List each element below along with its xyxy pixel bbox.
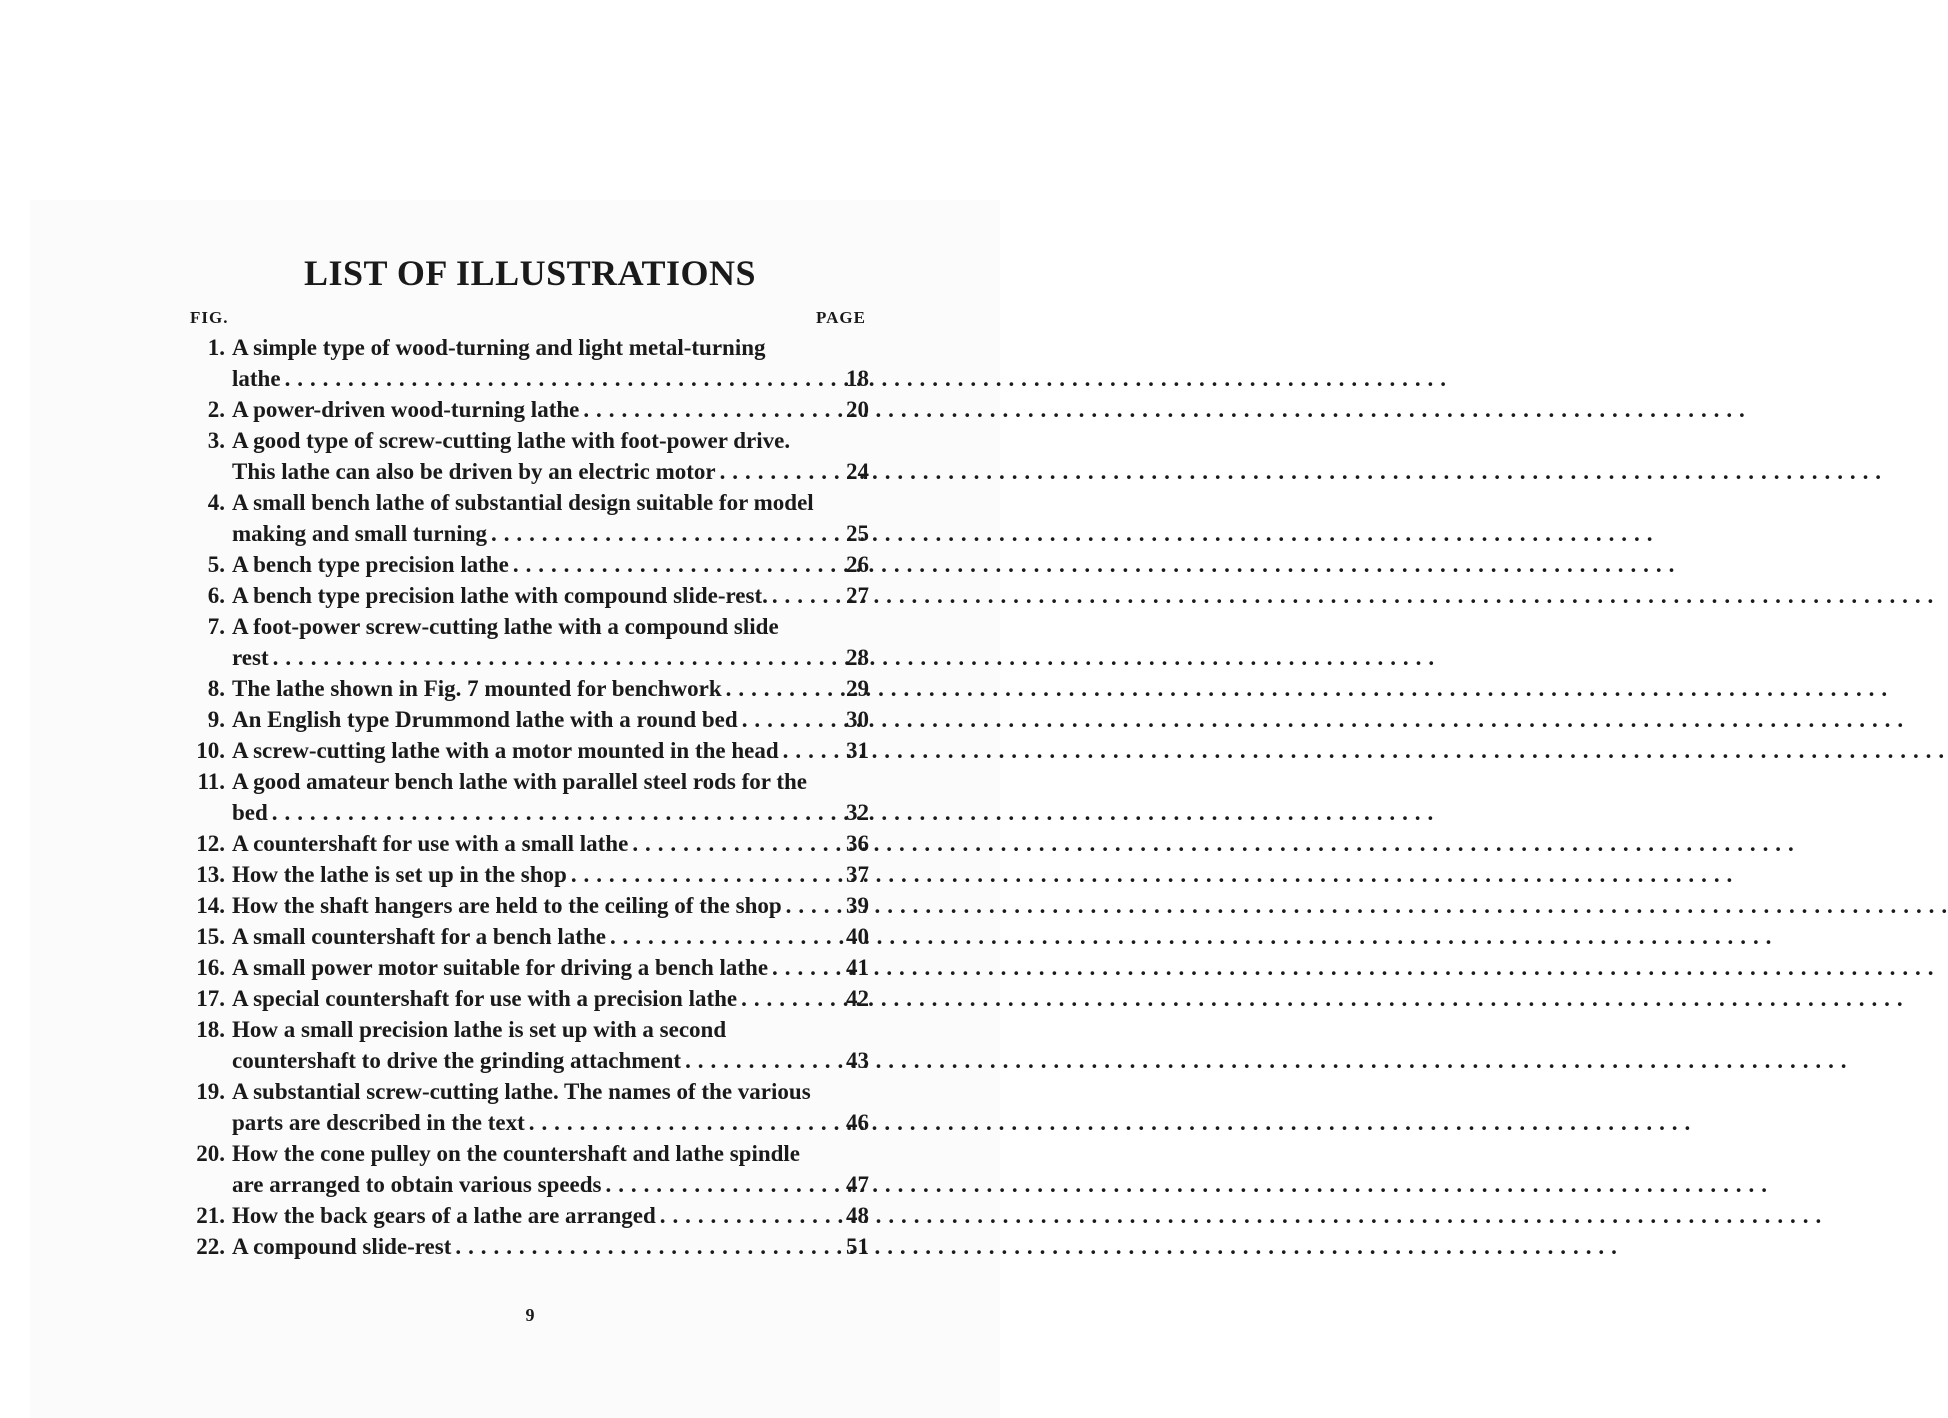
figure-number: 8.	[207, 676, 225, 701]
caption-text	[232, 890, 846, 921]
figure-number: 19.	[196, 1079, 225, 1104]
page-ref: 30	[846, 707, 869, 732]
caption-text	[232, 921, 846, 952]
figure-caption	[232, 952, 846, 983]
figure-number: 21.	[196, 1203, 225, 1228]
figure-caption	[232, 828, 846, 859]
caption-text	[232, 828, 846, 859]
list-item	[0, 1200, 1000, 1231]
page-title: LIST OF ILLUSTRATIONS	[304, 253, 756, 293]
figure-caption	[232, 859, 846, 890]
page-ref: 39	[846, 893, 869, 918]
caption-text-content: A special countershaft for use with a precision lathe	[232, 986, 741, 1011]
list-item	[0, 890, 1000, 921]
caption-text	[232, 394, 846, 425]
figure-caption	[232, 1200, 846, 1231]
page-ref: 43	[846, 1048, 869, 1073]
figure-caption	[232, 611, 846, 673]
page-ref: 28	[846, 645, 869, 670]
list-item	[0, 828, 1000, 859]
list-item	[0, 704, 1000, 735]
figure-number: 16.	[196, 955, 225, 980]
list-item	[0, 859, 1000, 890]
list-item	[0, 766, 1000, 828]
figure-caption	[232, 394, 846, 425]
figure-caption	[232, 1138, 846, 1200]
caption-text: A simple type of wood-turning and light metal-turning	[232, 335, 766, 360]
caption-text-content: A power-driven wood-turning lathe	[232, 397, 583, 422]
page-ref: 41	[846, 955, 869, 980]
caption-text-content: making and small turning	[232, 521, 491, 546]
caption-text-content: countershaft to drive the grinding attachment	[232, 1048, 685, 1073]
caption-text-content: A screw-cutting lathe with a motor mounted in the head	[232, 738, 783, 763]
figure-caption	[232, 1076, 846, 1138]
figure-number: 11.	[197, 769, 225, 794]
column-header-page: PAGE	[816, 308, 866, 327]
figure-caption	[232, 1014, 846, 1076]
caption-text-last-line	[232, 797, 846, 828]
figure-number: 22.	[196, 1234, 225, 1259]
caption-text: A good amateur bench lathe with parallel steel rods for the	[232, 769, 807, 794]
page-ref: 46	[846, 1110, 869, 1135]
caption-text-content: rest	[232, 645, 273, 670]
page-ref: 40	[846, 924, 869, 949]
list-item	[0, 487, 1000, 549]
figure-caption	[232, 549, 846, 580]
page-ref: 26	[846, 552, 869, 577]
figure-number: 10.	[196, 738, 225, 763]
caption-text-content: parts are described in the text	[232, 1110, 529, 1135]
caption-text-content: A bench type precision lathe with compound slide-rest.	[232, 583, 772, 608]
caption-text: A foot-power screw-cutting lathe with a compound slide	[232, 614, 779, 639]
caption-text-content: An English type Drummond lathe with a round bed	[232, 707, 742, 732]
figure-caption	[232, 735, 846, 766]
caption-text: A small bench lathe of substantial design suitable for model	[232, 490, 814, 515]
caption-text-last-line	[232, 642, 846, 673]
list-item	[0, 549, 1000, 580]
caption-text-last-line	[232, 1107, 846, 1138]
caption-text-content: A small power motor suitable for driving a bench lathe	[232, 955, 772, 980]
list-item	[0, 1014, 1000, 1076]
figure-number: 15.	[196, 924, 225, 949]
page-ref: 20	[846, 397, 869, 422]
figure-caption	[232, 332, 846, 394]
page-number: 9	[525, 1305, 535, 1325]
figure-caption	[232, 921, 846, 952]
figure-caption	[232, 487, 846, 549]
caption-text: A good type of screw-cutting lathe with foot-power drive.	[232, 428, 791, 453]
list-item	[0, 425, 1000, 487]
figure-number: 18.	[196, 1017, 225, 1042]
list-item	[0, 735, 1000, 766]
caption-text: How the cone pulley on the countershaft and lathe spindle	[232, 1141, 801, 1166]
caption-text-content: The lathe shown in Fig. 7 mounted for benchwork	[232, 676, 726, 701]
caption-text	[232, 983, 846, 1014]
page-ref: 25	[846, 521, 869, 546]
caption-text-content: A compound slide-rest	[232, 1234, 455, 1259]
figure-number: 3.	[207, 428, 225, 453]
list-item	[0, 1076, 1000, 1138]
page-ref: 32	[846, 800, 869, 825]
caption-text	[232, 580, 846, 611]
caption-text-last-line	[232, 456, 846, 487]
figure-number: 2.	[207, 397, 225, 422]
list-item	[0, 921, 1000, 952]
figure-caption	[232, 890, 846, 921]
illustrations-list	[0, 332, 1000, 1262]
figure-number: 1.	[207, 335, 225, 360]
list-item	[0, 332, 1000, 394]
figure-number: 4.	[207, 490, 225, 515]
caption-text-last-line	[232, 518, 846, 549]
caption-text	[232, 735, 846, 766]
column-header-fig: FIG.	[190, 308, 229, 327]
caption-text-content: This lathe can also be driven by an electric motor	[232, 459, 720, 484]
list-item	[0, 580, 1000, 611]
page-ref: 36	[846, 831, 869, 856]
list-item	[0, 1138, 1000, 1200]
figure-number: 7.	[207, 614, 225, 639]
caption-text-content: How the lathe is set up in the shop	[232, 862, 571, 887]
caption-text: A substantial screw-cutting lathe. The names of the various	[232, 1079, 811, 1104]
caption-text-content: How the back gears of a lathe are arranged	[232, 1203, 660, 1228]
caption-text-content: How the shaft hangers are held to the ceiling of the shop	[232, 893, 786, 918]
figure-number: 12.	[196, 831, 225, 856]
figure-caption	[232, 580, 846, 611]
caption-text-last-line	[232, 1169, 846, 1200]
figure-caption	[232, 1231, 846, 1262]
figure-number: 13.	[196, 862, 225, 887]
list-item	[0, 983, 1000, 1014]
caption-text	[232, 673, 846, 704]
figure-number: 9.	[207, 707, 225, 732]
figure-number: 17.	[196, 986, 225, 1011]
figure-caption	[232, 983, 846, 1014]
caption-text-content: are arranged to obtain various speeds	[232, 1172, 606, 1197]
caption-text	[232, 704, 846, 735]
caption-text-last-line	[232, 363, 846, 394]
figure-caption	[232, 704, 846, 735]
figure-caption	[232, 425, 846, 487]
caption-text-content: A bench type precision lathe	[232, 552, 513, 577]
caption-text-content: lathe	[232, 366, 285, 391]
page-ref: 37	[846, 862, 869, 887]
caption-text-content: A small countershaft for a bench lathe	[232, 924, 610, 949]
caption-text: How a small precision lathe is set up with a second	[232, 1017, 727, 1042]
list-item	[0, 611, 1000, 673]
caption-text-last-line	[232, 1045, 846, 1076]
page-ref: 27	[846, 583, 869, 608]
caption-text	[232, 1200, 846, 1231]
caption-text-content: bed	[232, 800, 272, 825]
figure-number: 14.	[196, 893, 225, 918]
page-ref: 18	[846, 366, 869, 391]
page-ref: 47	[846, 1172, 869, 1197]
page-ref: 29	[846, 676, 869, 701]
page-ref: 42	[846, 986, 869, 1011]
figure-number: 20.	[196, 1141, 225, 1166]
page-ref: 48	[846, 1203, 869, 1228]
caption-text	[232, 952, 846, 983]
figure-number: 6.	[207, 583, 225, 608]
list-item	[0, 394, 1000, 425]
caption-text	[232, 1231, 846, 1262]
caption-text	[232, 549, 846, 580]
page-ref: 31	[846, 738, 869, 763]
page-ref: 24	[846, 459, 869, 484]
list-item	[0, 1231, 1000, 1262]
list-item	[0, 952, 1000, 983]
page-ref: 51	[846, 1234, 869, 1259]
figure-caption	[232, 673, 846, 704]
list-item	[0, 673, 1000, 704]
figure-caption	[232, 766, 846, 828]
caption-text	[232, 859, 846, 890]
figure-number: 5.	[207, 552, 225, 577]
caption-text-content: A countershaft for use with a small lathe	[232, 831, 632, 856]
